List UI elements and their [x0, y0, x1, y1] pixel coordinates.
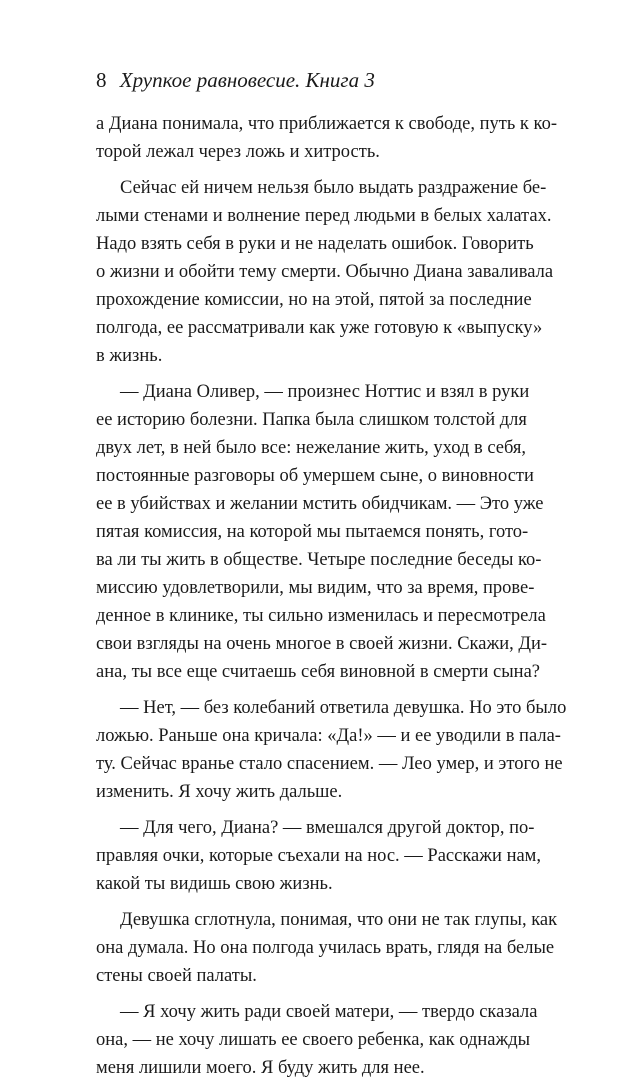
- paragraph: [96, 814, 542, 898]
- paragraph-gap: [96, 686, 524, 694]
- paragraph: [96, 906, 558, 990]
- text-line: правляя очки, которые съехали на нос. — Расскажи нам,: [96, 846, 542, 866]
- text-line: а Диана понимала, что приближается к свободе, путь к ко-: [96, 114, 557, 134]
- page-number: 8: [96, 68, 107, 92]
- paragraph-gap: [96, 806, 524, 814]
- running-header: [96, 66, 375, 94]
- paragraph: [96, 110, 557, 166]
- text-line: свои взгляды на очень многое в своей жизни. Скажи, Ди-: [96, 634, 548, 654]
- text-line: ее в убийствах и желании мстить обидчикам. — Это уже: [96, 494, 544, 514]
- paragraph: [96, 378, 548, 686]
- text-line: какой ты видишь свою жизнь.: [96, 874, 333, 894]
- paragraph: [96, 998, 538, 1082]
- text-line: пятая комиссия, на которой мы пытаемся понять, гото-: [96, 522, 529, 542]
- text-line: прохождение комиссии, но на этой, пятой за последние: [96, 290, 532, 310]
- paragraph-gap: [96, 898, 524, 906]
- text-line: денное в клинике, ты сильно изменилась и пересмотрела: [96, 606, 546, 626]
- text-line: в жизнь.: [96, 346, 163, 366]
- text-line: стены своей палаты.: [96, 966, 257, 986]
- text-line: ее историю болезни. Папка была слишком толстой для: [96, 410, 527, 430]
- text-line: — Нет, — без колебаний ответила девушка. Но это было: [120, 698, 567, 718]
- text-line: двух лет, в ней было все: нежелание жить, уход в себя,: [96, 438, 527, 458]
- paragraph: [96, 174, 554, 370]
- text-line: Надо взять себя в руки и не наделать ошибок. Говорить: [96, 234, 534, 254]
- text-line: полгода, ее рассматривали как уже готовую к «выпуску»: [96, 318, 543, 338]
- text-line: — Я хочу жить ради своей матери, — твердо сказала: [120, 1002, 538, 1022]
- text-line: о жизни и обойти тему смерти. Обычно Диана заваливала: [96, 262, 554, 282]
- paragraph: [96, 694, 567, 806]
- text-line: ту. Сейчас вранье стало спасением. — Лео умер, и этого не: [96, 754, 563, 774]
- text-line: — Диана Оливер, — произнес Ноттис и взял в руки: [120, 382, 530, 402]
- text-line: она думала. Но она полгода училась врать, глядя на белые: [96, 938, 555, 958]
- text-line: постоянные разговоры об умершем сыне, о виновности: [96, 466, 534, 486]
- text-line: — Для чего, Диана? — вмешался другой доктор, по-: [120, 818, 535, 838]
- text-line: ложью. Раньше она кричала: «Да!» — и ее уводили в пала-: [96, 726, 561, 746]
- paragraph-gap: [96, 166, 524, 174]
- paragraph-gap: [96, 370, 524, 378]
- text-line: торой лежал через ложь и хитрость.: [96, 142, 380, 162]
- paragraph-gap: [96, 990, 524, 998]
- text-line: ана, ты все еще считаешь себя виновной в смерти сына?: [96, 662, 540, 682]
- text-line: ва ли ты жить в обществе. Четыре последние беседы ко-: [96, 550, 542, 570]
- text-line: она, — не хочу лишать ее своего ребенка, как однажды: [96, 1030, 531, 1050]
- text-line: изменить. Я хочу жить дальше.: [96, 782, 343, 802]
- text-line: лыми стенами и волнение перед людьми в белых халатах.: [96, 206, 552, 226]
- text-line: Девушка сглотнула, понимая, что они не так глупы, как: [120, 910, 558, 930]
- body-text: [96, 110, 567, 1082]
- text-line: Сейчас ей ничем нельзя было выдать раздражение бе-: [120, 178, 547, 198]
- running-title: Хрупкое равновесие. Книга 3: [119, 68, 375, 92]
- text-line: меня лишили моего. Я буду жить для нее.: [96, 1058, 425, 1078]
- text-line: миссию удовлетворили, мы видим, что за время, прове-: [96, 578, 535, 598]
